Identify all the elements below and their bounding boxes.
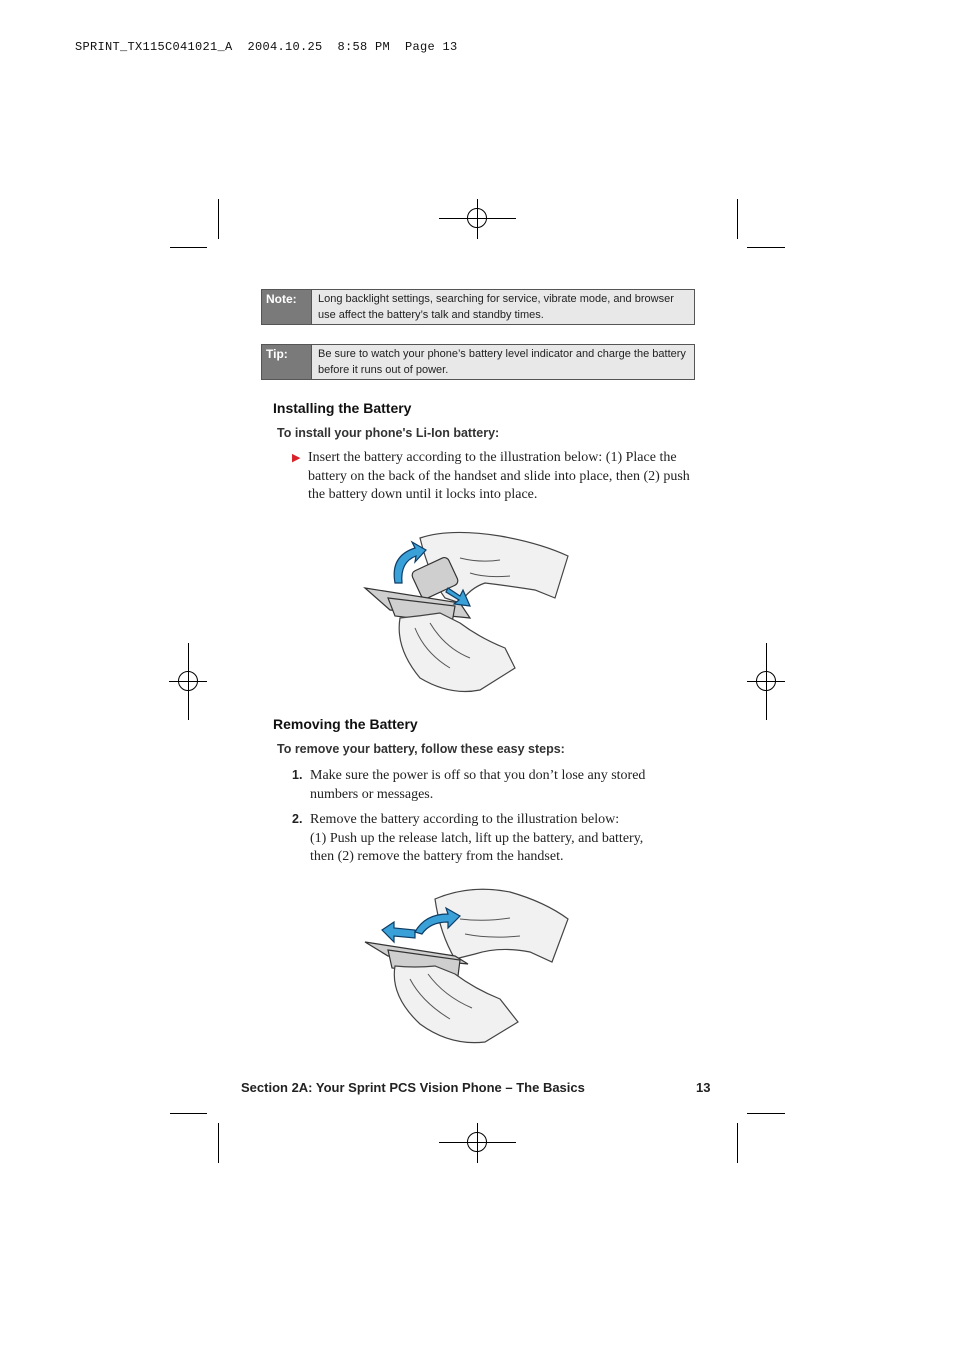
note-box <box>261 289 695 325</box>
note-text: Long backlight settings, searching for service, vibrate mode, and browser use affect the battery’s talk and standby times. <box>311 290 694 324</box>
tip-box <box>261 344 695 380</box>
install-battery-illustration <box>360 528 575 698</box>
registration-circle <box>467 208 487 228</box>
bullet-marker-icon: ▶ <box>292 452 301 464</box>
crop-mark <box>218 1123 219 1163</box>
footer-section-title: Section 2A: Your Sprint PCS Vision Phone – The Basics <box>241 1080 585 1095</box>
note-label: Note: <box>262 290 311 324</box>
crop-mark <box>747 1113 785 1114</box>
crop-mark <box>218 199 219 239</box>
step-number: 1. <box>292 768 303 782</box>
install-bullet-text: Insert the battery according to the illustration below: (1) Place the battery on the back of the handset and slide into place, then (2) push the battery down until it locks into place. <box>308 450 690 502</box>
crop-mark <box>170 247 207 248</box>
print-slug: SPRINT_TX115C041021_A 2004.10.25 8:58 PM Page 13 <box>75 40 458 54</box>
remove-battery-illustration <box>360 884 575 1049</box>
removing-subheading: To remove your battery, follow these easy steps: <box>277 742 565 756</box>
registration-circle <box>178 671 198 691</box>
step-number: 2. <box>292 812 303 826</box>
crop-mark <box>170 1113 207 1114</box>
step-text: Remove the battery according to the illustration below: (1) Push up the release latch, lift up the battery, and battery, then (2) remove the battery from the handset. <box>310 812 644 864</box>
install-bullet <box>292 449 692 505</box>
registration-circle <box>467 1132 487 1152</box>
installing-subheading: To install your phone's Li-Ion battery: <box>277 426 500 440</box>
registration-circle <box>756 671 776 691</box>
tip-label: Tip: <box>262 345 311 379</box>
crop-mark <box>737 1123 738 1163</box>
crop-mark <box>747 247 785 248</box>
page-number: 13 <box>696 1080 711 1095</box>
remove-step-1 <box>292 767 682 804</box>
crop-mark <box>737 199 738 239</box>
remove-step-2 <box>292 811 682 867</box>
installing-heading: Installing the Battery <box>273 400 412 416</box>
removing-heading: Removing the Battery <box>273 716 418 732</box>
step-text: Make sure the power is off so that you don’t lose any stored numbers or messages. <box>310 768 646 802</box>
tip-text: Be sure to watch your phone’s battery level indicator and charge the battery before it runs out of power. <box>311 345 694 379</box>
